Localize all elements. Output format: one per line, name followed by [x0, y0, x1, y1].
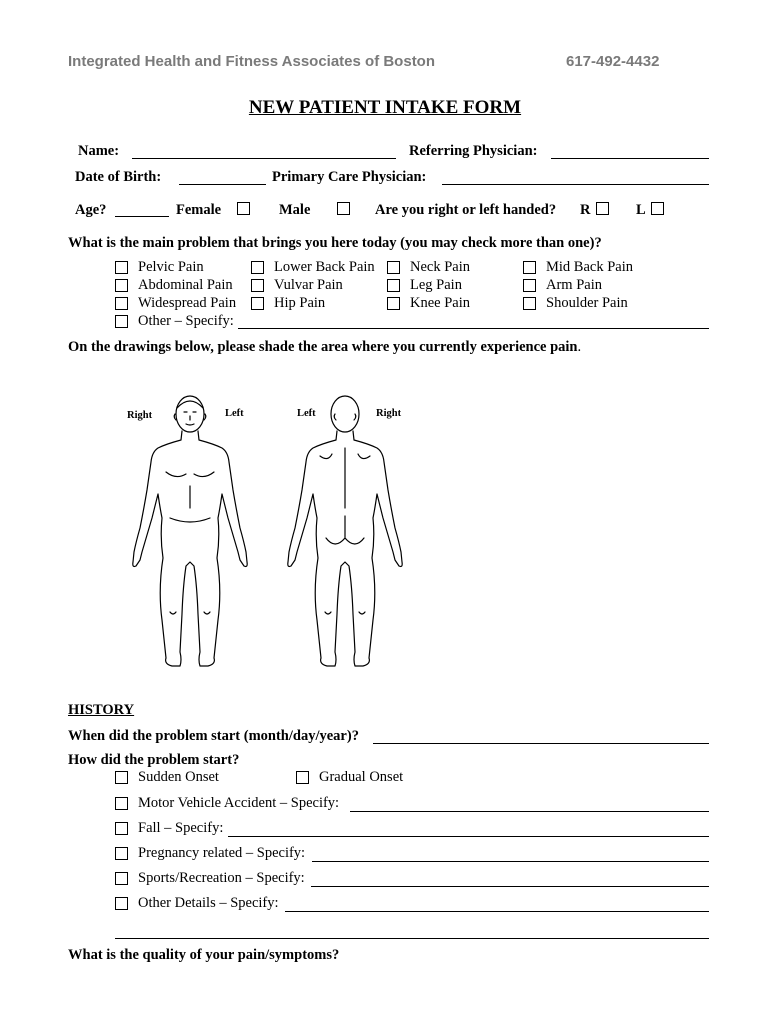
history-heading: HISTORY: [68, 702, 135, 718]
lower-back-pain-checkbox[interactable]: [251, 261, 264, 274]
sudden-onset-label: Sudden Onset: [138, 769, 219, 785]
vulvar-pain-label: Vulvar Pain: [274, 277, 343, 293]
other-details-label: Other Details – Specify:: [138, 895, 279, 911]
other-pain-label: Other – Specify:: [138, 313, 234, 329]
dob-label: Date of Birth:: [75, 169, 162, 185]
knee-pain-checkbox[interactable]: [387, 297, 400, 310]
gradual-onset-checkbox[interactable]: [296, 771, 309, 784]
arm-pain-label: Arm Pain: [546, 277, 602, 293]
pelvic-pain-label: Pelvic Pain: [138, 259, 204, 275]
pregnancy-label: Pregnancy related – Specify:: [138, 845, 306, 861]
female-checkbox[interactable]: [237, 202, 250, 215]
sports-field[interactable]: [311, 886, 709, 887]
dob-field[interactable]: [179, 184, 266, 185]
female-label: Female: [176, 202, 222, 218]
right-handed-label: R: [580, 202, 591, 218]
mid-back-pain-label: Mid Back Pain: [546, 259, 633, 275]
knee-pain-label: Knee Pain: [410, 295, 470, 311]
other-details-field[interactable]: [285, 911, 709, 912]
pain-quality-question: What is the quality of your pain/symptoms?: [68, 947, 340, 963]
shoulder-pain-checkbox[interactable]: [523, 297, 536, 310]
additional-details-line[interactable]: [115, 938, 709, 939]
lower-back-pain-label: Lower Back Pain: [274, 259, 375, 275]
arm-pain-checkbox[interactable]: [523, 279, 536, 292]
front-right-label: Right: [127, 410, 153, 421]
name-field[interactable]: [132, 158, 396, 159]
form-title: NEW PATIENT INTAKE FORM: [248, 97, 522, 118]
shoulder-pain-label: Shoulder Pain: [546, 295, 628, 311]
fall-field[interactable]: [228, 836, 709, 837]
sports-checkbox[interactable]: [115, 872, 128, 885]
fall-label: Fall – Specify:: [138, 820, 224, 836]
leg-pain-label: Leg Pain: [410, 277, 462, 293]
right-handed-checkbox[interactable]: [596, 202, 609, 215]
other-pain-field[interactable]: [238, 328, 709, 329]
mid-back-pain-checkbox[interactable]: [523, 261, 536, 274]
mva-field[interactable]: [350, 811, 709, 812]
gradual-onset-label: Gradual Onset: [319, 769, 404, 785]
male-label: Male: [279, 202, 311, 218]
hip-pain-checkbox[interactable]: [251, 297, 264, 310]
abdominal-pain-checkbox[interactable]: [115, 279, 128, 292]
abdominal-pain-label: Abdominal Pain: [138, 277, 233, 293]
sports-label: Sports/Recreation – Specify:: [138, 870, 305, 886]
left-handed-label: L: [636, 202, 646, 218]
name-label: Name:: [78, 143, 120, 159]
widespread-pain-label: Widespread Pain: [138, 295, 237, 311]
age-label: Age?: [75, 202, 107, 218]
organization-phone: 617-492-4432: [566, 53, 660, 70]
widespread-pain-checkbox[interactable]: [115, 297, 128, 310]
referring-physician-label: Referring Physician:: [409, 143, 538, 159]
leg-pain-checkbox[interactable]: [387, 279, 400, 292]
how-started-label: How did the problem start?: [68, 752, 240, 768]
drawing-instruction: On the drawings below, please shade the area where you currently experience pain.: [68, 339, 582, 355]
mva-label: Motor Vehicle Accident – Specify:: [138, 795, 340, 811]
male-checkbox[interactable]: [337, 202, 350, 215]
left-handed-checkbox[interactable]: [651, 202, 664, 215]
main-problem-question: What is the main problem that brings you here today (you may check more than one)?: [68, 235, 602, 251]
front-body-diagram[interactable]: [120, 390, 250, 680]
back-left-label: Left: [297, 408, 316, 419]
other-details-checkbox[interactable]: [115, 897, 128, 910]
neck-pain-label: Neck Pain: [410, 259, 470, 275]
pelvic-pain-checkbox[interactable]: [115, 261, 128, 274]
problem-start-date-label: When did the problem start (month/day/year)?: [68, 728, 359, 744]
fall-checkbox[interactable]: [115, 822, 128, 835]
front-left-label: Left: [225, 408, 244, 419]
handedness-label: Are you right or left handed?: [375, 202, 557, 218]
hip-pain-label: Hip Pain: [274, 295, 326, 311]
pcp-label: Primary Care Physician:: [272, 169, 427, 185]
mva-checkbox[interactable]: [115, 797, 128, 810]
organization-name: Integrated Health and Fitness Associates of Boston: [68, 53, 436, 70]
sudden-onset-checkbox[interactable]: [115, 771, 128, 784]
other-pain-checkbox[interactable]: [115, 315, 128, 328]
problem-start-date-field[interactable]: [373, 743, 709, 744]
back-right-label: Right: [376, 408, 402, 419]
pregnancy-checkbox[interactable]: [115, 847, 128, 860]
vulvar-pain-checkbox[interactable]: [251, 279, 264, 292]
back-body-diagram[interactable]: [280, 390, 410, 680]
pregnancy-field[interactable]: [312, 861, 709, 862]
referring-physician-field[interactable]: [551, 158, 709, 159]
age-field[interactable]: [115, 216, 169, 217]
pcp-field[interactable]: [442, 184, 709, 185]
neck-pain-checkbox[interactable]: [387, 261, 400, 274]
